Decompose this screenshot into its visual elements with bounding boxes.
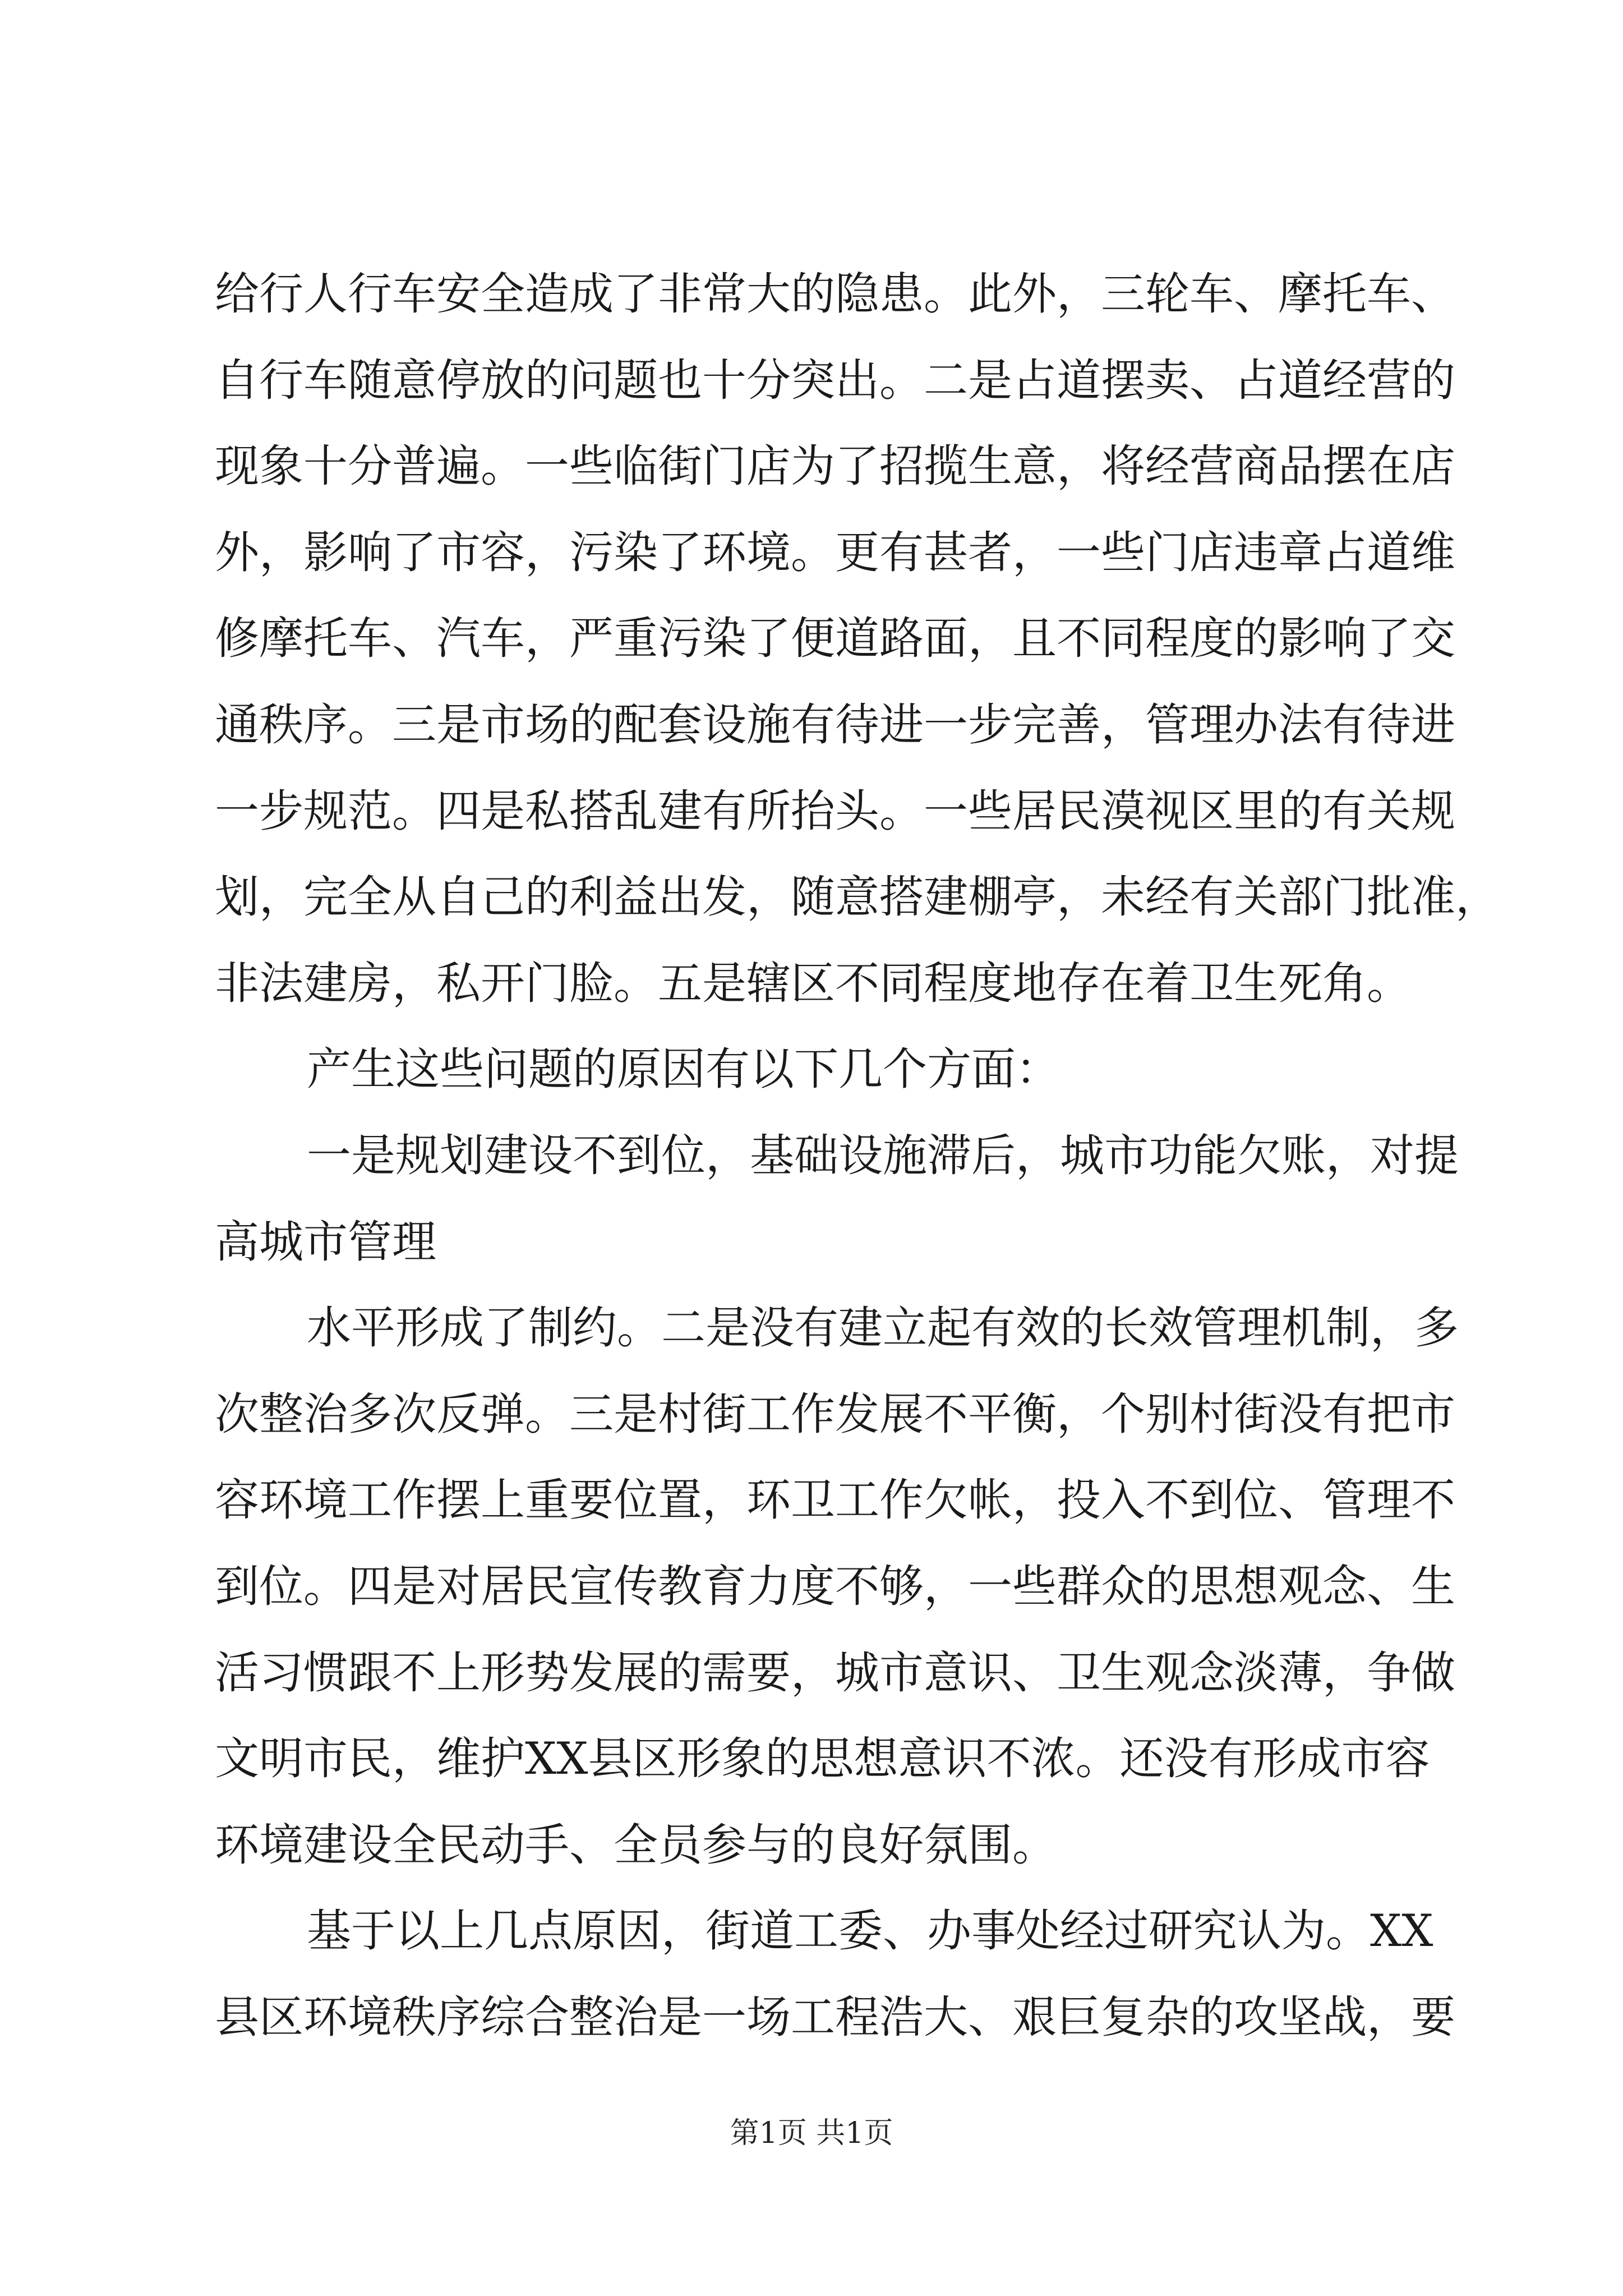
text-line: 活习惯跟不上形势发展的需要，城市意识、卫生观念淡薄，争做 — [215, 1646, 1455, 1699]
text-line: 划，完全从自己的利益出发，随意搭建棚亭，未经有关部门批准， — [215, 871, 1500, 923]
text-line: 到位。四是对居民宣传教育力度不够，一些群众的思想观念、生 — [215, 1560, 1455, 1612]
page-footer: 第1页 共1页 — [730, 2116, 893, 2150]
text-line: 一步规范。四是私搭乱建有所抬头。一些居民漠视区里的有关规 — [215, 785, 1455, 837]
paragraph-start-line: 一是规划建设不到位，基础设施滞后，城市功能欠账，对提 — [307, 1129, 1459, 1181]
text-line: 修摩托车、汽车，严重污染了便道路面，且不同程度的影响了交 — [215, 613, 1455, 665]
paragraph-start-line: 基于以上几点原因，街道工委、办事处经过研究认为。XX — [307, 1905, 1433, 1957]
text-line: 容环境工作摆上重要位置，环卫工作欠帐，投入不到位、管理不 — [215, 1474, 1455, 1526]
text-line: 给行人行车安全造成了非常大的隐患。此外，三轮车、摩托车、 — [215, 268, 1455, 320]
document-body — [215, 251, 1500, 2060]
text-line: 文明市民，维护XX县区形象的思想意识不浓。还没有形成市容 — [215, 1733, 1430, 1785]
text-line: 非法建房，私开门脸。五是辖区不同程度地存在着卫生死角。 — [215, 957, 1411, 1009]
paragraph-start-line: 产生这些问题的原因有以下几个方面： — [307, 1043, 1060, 1096]
text-line: 自行车随意停放的问题也十分突出。二是占道摆卖、占道经营的 — [215, 354, 1455, 406]
text-line: 通秩序。三是市场的配套设施有待进一步完善，管理办法有待进 — [215, 698, 1455, 751]
text-line: 外，影响了市容，污染了环境。更有甚者，一些门店违章占道维 — [215, 526, 1455, 578]
text-line: 县区环境秩序综合整治是一场工程浩大、艰巨复杂的攻坚战，要 — [215, 1991, 1455, 2043]
text-line: 环境建设全民动手、全员参与的良好氛围。 — [215, 1819, 1057, 1871]
paragraph-start-line: 水平形成了制约。二是没有建立起有效的长效管理机制，多 — [307, 1302, 1459, 1354]
text-line: 次整治多次反弹。三是村街工作发展不平衡，个别村街没有把市 — [215, 1388, 1455, 1440]
text-line: 现象十分普遍。一些临街门店为了招揽生意，将经营商品摆在店 — [215, 440, 1455, 493]
text-line: 高城市管理 — [215, 1216, 436, 1268]
